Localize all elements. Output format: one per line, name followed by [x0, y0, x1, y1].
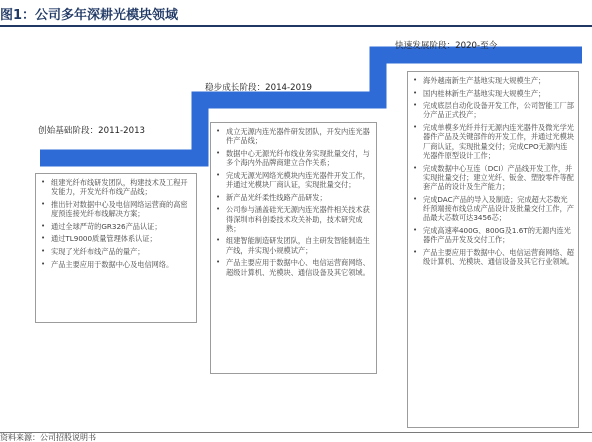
bullet-icon: •	[216, 148, 221, 157]
stage-3-list	[408, 76, 574, 266]
stage-2-item: • 完成无源光网络光模块内连光器件开发工作，并通过光模块厂商认证，实现批量交付；	[216, 170, 370, 190]
bullet-icon: •	[413, 194, 418, 203]
bullet-icon: •	[216, 192, 221, 201]
bullet-icon: •	[413, 76, 418, 84]
stage-1-item: • 实现了光纤布线产品的量产；	[41, 246, 145, 256]
bullet-icon: •	[216, 127, 221, 135]
stage-3-box	[407, 71, 579, 428]
stage-1-item: • 产品主要应用于数据中心及电信网络。	[41, 259, 174, 269]
stage-2-box	[210, 122, 377, 374]
stage-2-item: • 产品主要应用于数据中心、电信运营商网络、超级计算机、光模块、通信设备及其它领域。	[216, 258, 370, 277]
stage-2-item: • 数据中心无源光纤布线业务实现批量交付，与多个海内外品牌商建立合作关系；	[216, 148, 370, 168]
stage-2-title: 稳步成长阶段：2014-2019	[205, 83, 312, 93]
source-note: 资料来源：公司招股说明书	[0, 433, 96, 442]
stage-1-box	[35, 173, 197, 323]
stage-2-list	[211, 127, 372, 277]
stage-3-item: • 产品主要应用于数据中心、电信运营商网络、超级计算机、光模块、通信设备及其它行业领域。	[413, 247, 574, 267]
bullet-icon: •	[41, 234, 46, 243]
bullet-icon: •	[41, 259, 46, 268]
stage-2-item: • 成立无源内连光器件研发团队，开发内连光器件产品线；	[216, 127, 370, 146]
bullet-icon: •	[41, 246, 46, 255]
bullet-icon: •	[413, 101, 418, 110]
stage-2-item: • 新产品光纤柔性线路产品研发；	[216, 192, 327, 202]
stage-3-title: 快速发展阶段：2020-至今	[395, 41, 498, 51]
stage-1-list	[36, 178, 192, 269]
bullet-icon: •	[413, 247, 418, 256]
figure-title: 图1：公司多年深耕光模块领域	[0, 8, 179, 23]
stage-3-item: • 海外越南新生产基地实现大规模生产；	[413, 76, 546, 85]
bullet-icon: •	[41, 221, 46, 230]
stage-1-item: • 组建光纤布线研发团队，构建技术及工程开发能力，开发光纤布线产品线；	[41, 178, 188, 197]
bullet-icon: •	[41, 199, 46, 208]
bullet-icon: •	[216, 258, 221, 267]
stage-3-item: • 完成底层自动化设备开发工作，公司智能工厂部分产品正式投产；	[413, 101, 574, 120]
stage-1-item: • 通过TL9000质量管理体系认证；	[41, 234, 157, 244]
stage-1-title: 创始基础阶段：2011-2013	[38, 126, 145, 136]
stage-2-item: • 组建智能制造研发团队，自主研发智能制造生产线，并实现小规模试产；	[216, 236, 370, 255]
stage-3-item: • 完成高速率400G、800G及1.6T的无源内连光器件产品开发及交付工作；	[413, 225, 571, 245]
stage-1-item: • 通过全球严苛的GR326产品认证；	[41, 221, 162, 231]
bullet-icon: •	[413, 163, 418, 172]
stage-2-item: • 公司参与涵盖硅光无源内连光器件相关技术获得深圳市科创委技术攻关补助，技术研究成熟；	[216, 205, 370, 233]
bullet-icon: •	[216, 205, 221, 214]
stage-3-item: • 国内桂林新生产基地实现大规模生产；	[413, 88, 546, 98]
stage-3-item: • 完成数据中心互连（DCI）产品线开发工作，并实现批量交付；建立光纤、钣金、塑胶零件等配套产品的设计及生产能力；	[413, 163, 574, 192]
bullet-icon: •	[413, 225, 418, 234]
bullet-icon: •	[216, 170, 221, 179]
bullet-icon: •	[216, 236, 221, 245]
bullet-icon: •	[413, 123, 418, 132]
bullet-icon: •	[41, 178, 46, 186]
stage-3-item: • 完成DAC产品的导入及制造；完成超大芯数光纤预端接布线总成产品设计及批量交付工作，产品最大芯数可达3456芯；	[413, 194, 574, 223]
bullet-icon: •	[413, 88, 418, 97]
stage-3-item: • 完成单模多光纤并行无源内连光器件及微光学光器件产品及关键部件的开发工作，并通过光模块厂商认证，实现批量交付；完成CPO无源内连光器件原型设计工作；	[413, 123, 574, 160]
stage-1-item: • 推出针对数据中心及电信网络运营商的高密度预连接光纤布线解决方案；	[41, 199, 188, 219]
